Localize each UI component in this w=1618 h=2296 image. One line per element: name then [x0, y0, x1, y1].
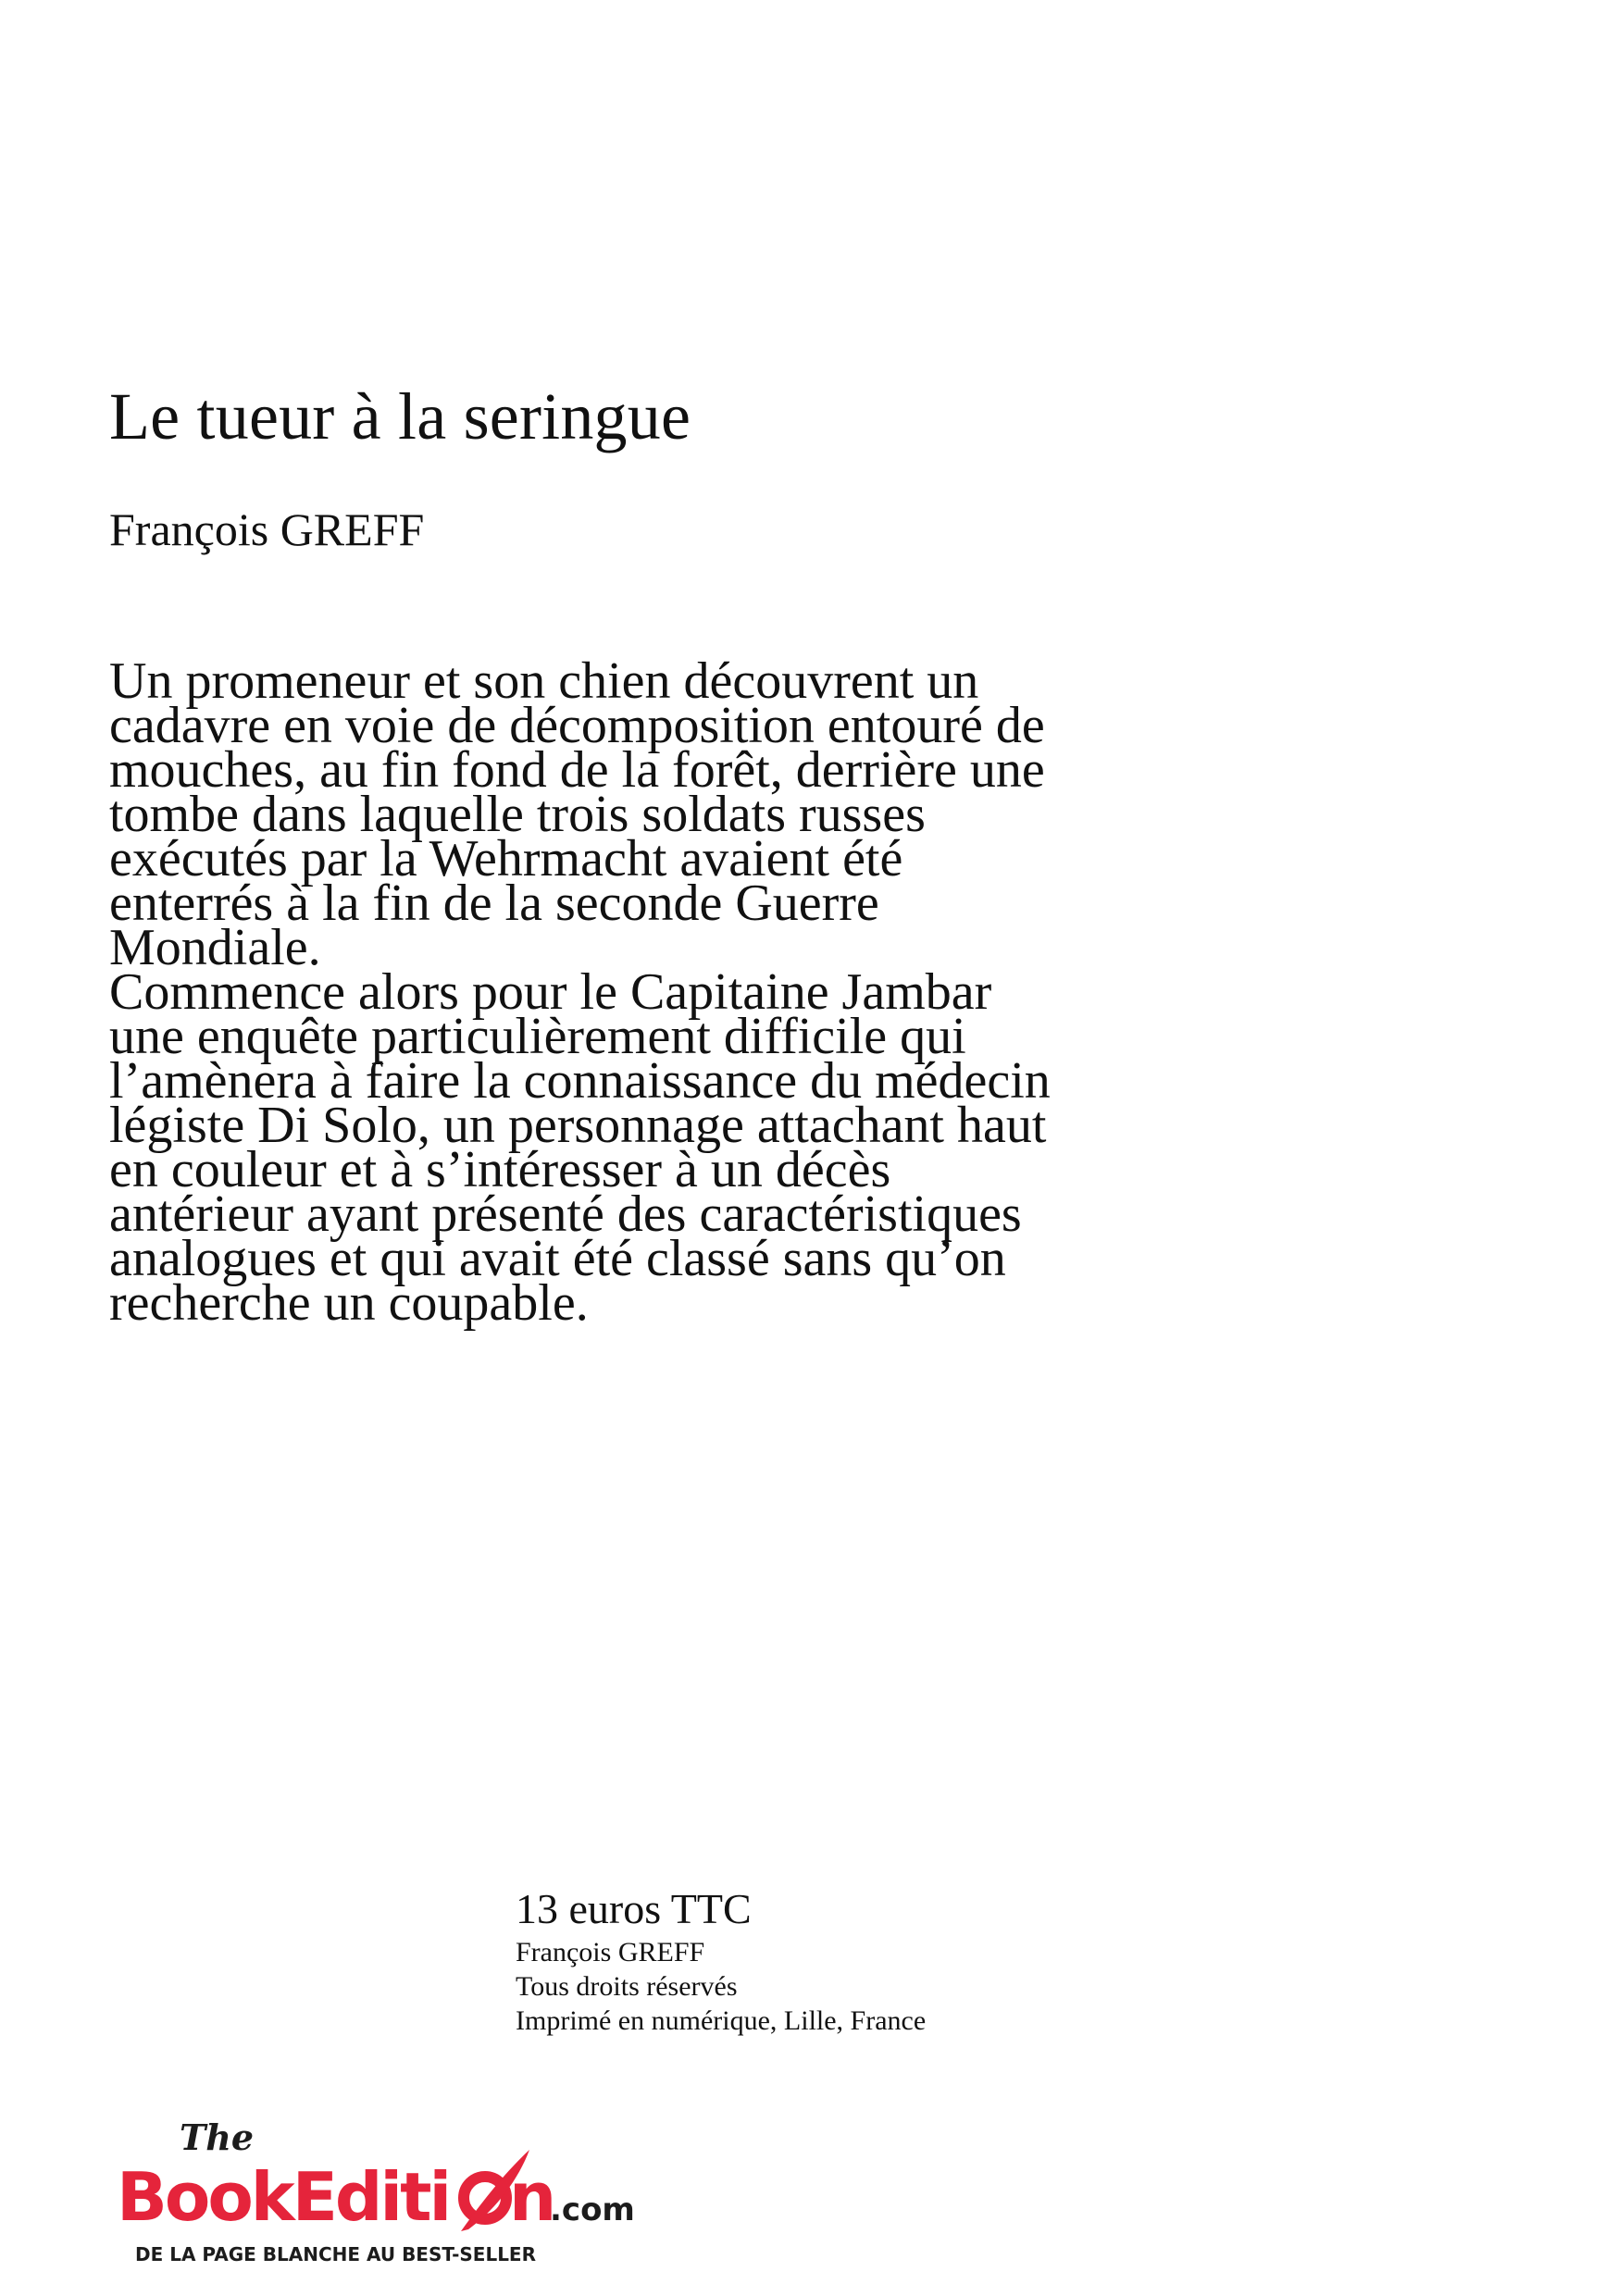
colophon-author: François GREFF [516, 1937, 705, 1967]
blurb-line: mouches, au fin fond de la forêt, derrière une [109, 741, 1045, 799]
blurb-line: tombe dans laquelle trois soldats russes [109, 786, 926, 843]
blurb-line: Un promeneur et son chien découvrent un [109, 652, 979, 710]
rights-notice: Tous droits réservés [516, 1971, 738, 2002]
logo-the-text: The [180, 2116, 255, 2158]
blurb-line: antérieur ayant présenté des caractéristiques [109, 1185, 1022, 1243]
colophon [516, 1883, 926, 2038]
logo-tagline: DE LA PAGE BLANCHE AU BEST-SELLER [135, 2243, 536, 2265]
logo-brand-text: BookEditi [117, 2158, 450, 2236]
blurb-line: en couleur et à s’intéresser à un décès [109, 1141, 891, 1198]
publisher-logo-svg [117, 2113, 672, 2270]
blurb-line: exécutés par la Wehrmacht avaient été [109, 830, 903, 887]
blurb-paragraph-1 [109, 652, 1257, 976]
publisher-logo [117, 2113, 672, 2270]
blurb-line: enterrés à la fin de la seconde Guerre [109, 875, 879, 932]
blurb-line: l’amènera à faire la connaissance du médecin [109, 1052, 1051, 1110]
blurb-line: recherche un coupable. [109, 1274, 589, 1332]
book-author: François GREFF [109, 503, 425, 555]
blurb-line: Mondiale. [109, 919, 321, 976]
book-blurb [109, 652, 1257, 1332]
blurb-line: analogues et qui avait été classé sans qu’on [109, 1230, 1006, 1287]
printing-notice: Imprimé en numérique, Lille, France [516, 2005, 927, 2036]
blurb-line: légiste Di Solo, un personnage attachant haut [109, 1097, 1047, 1154]
logo-brand-end-text: n [509, 2158, 554, 2236]
logo-domain-text: .com [550, 2191, 635, 2228]
blurb-line: cadavre en voie de décomposition entouré de [109, 697, 1045, 754]
blurb-line: Commence alors pour le Capitaine Jambar [109, 963, 992, 1021]
blurb-paragraph-2 [109, 963, 1257, 1332]
price: 13 euros TTC [516, 1885, 752, 1932]
blurb-line: une enquête particulièrement difficile qui [109, 1008, 966, 1065]
book-title: Le tueur à la seringue [109, 379, 691, 453]
